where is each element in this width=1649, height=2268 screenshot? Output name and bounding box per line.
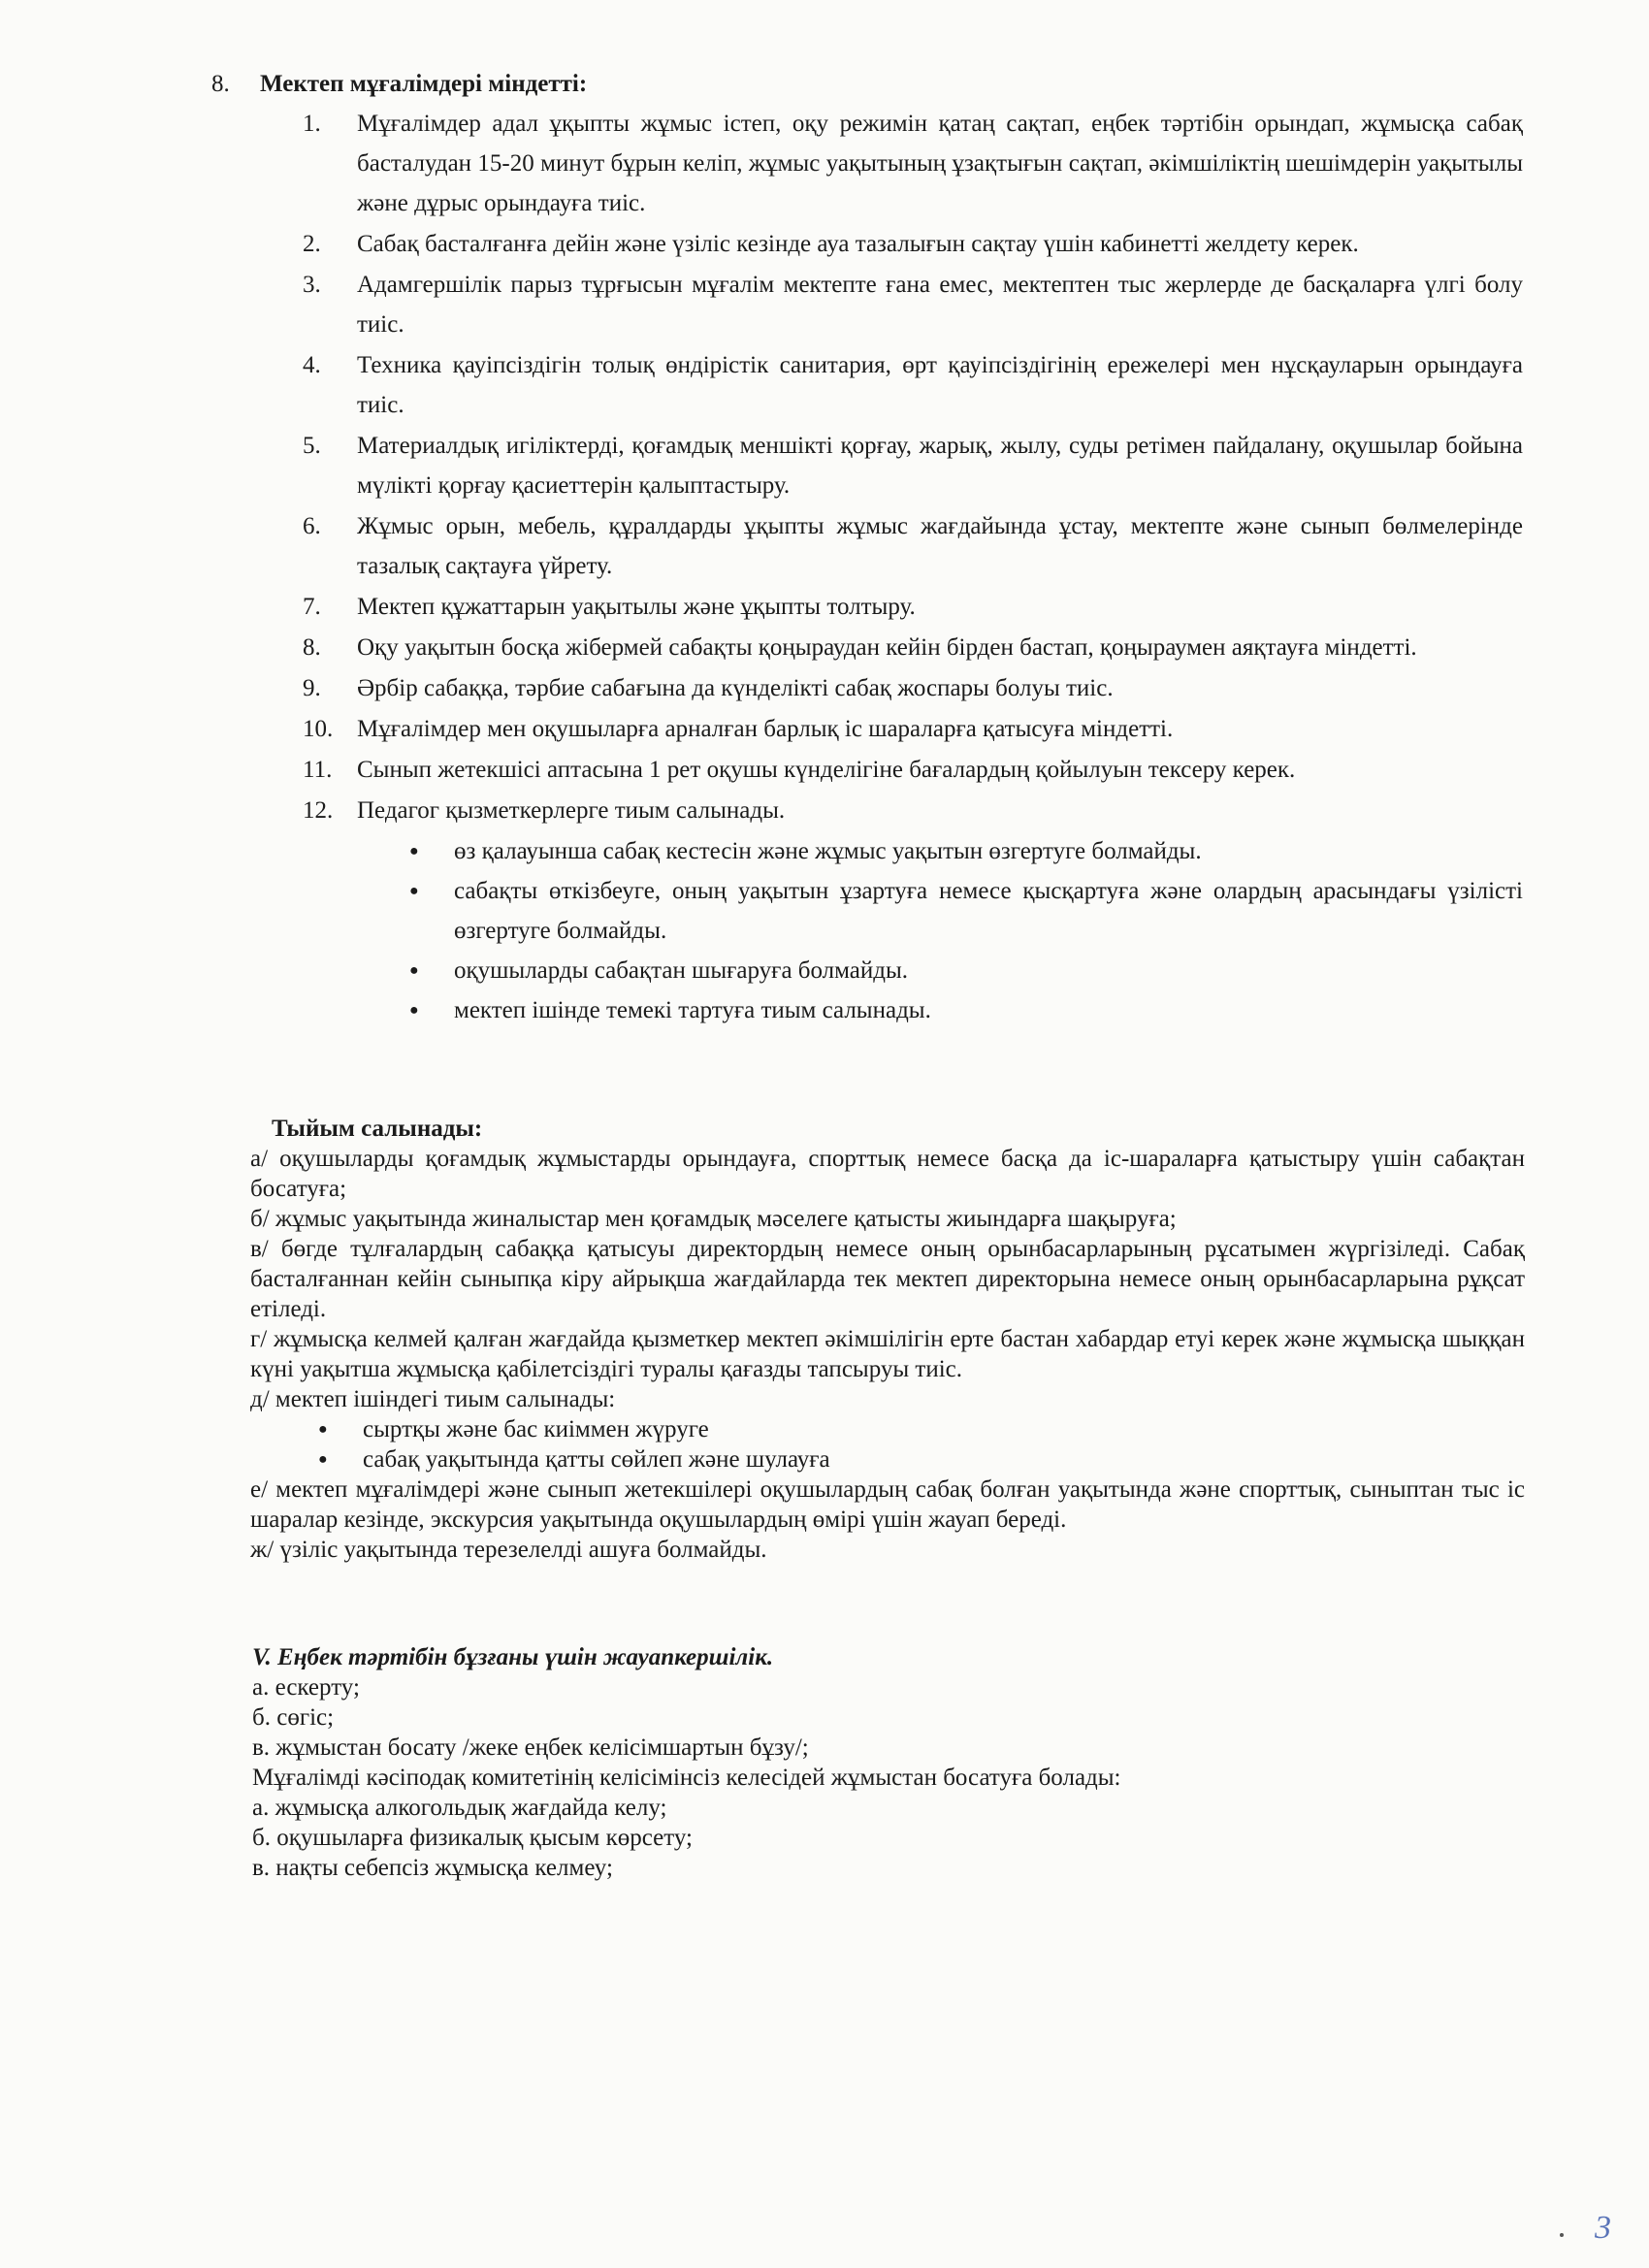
list-item [318, 1444, 1525, 1474]
bullet-text: сабақ уақытында қатты сөйлеп және шулауға [363, 1446, 830, 1473]
duty-text: Мектеп құжаттарын уақытылы және ұқыпты толтыру. [357, 594, 916, 620]
duty-item [303, 750, 1523, 790]
duty-text: Әрбір сабаққа, тәрбие сабағына да күнделікті сабақ жоспары болуы тиіс. [357, 675, 1114, 701]
bullet-text: өз қалауынша сабақ кестесін және жұмыс уақытын өзгертуге болмайды. [454, 838, 1202, 864]
duty-text: Сабақ басталғанға дейін және үзіліс кезінде ауа тазалығын сақтау үшін кабинетті желдету керек. [357, 231, 1359, 257]
section-8-title: Мектеп мұғалімдері міндетті: [260, 71, 588, 97]
duty-text: Сынып жетекшісі аптасына 1 рет оқушы күнделігіне бағалардың қойылуын тексеру керек. [357, 757, 1296, 783]
bullet-icon: ● [409, 883, 419, 899]
section-8-number: 8. [211, 71, 230, 97]
duty-item [303, 224, 1523, 264]
bullet-icon: ● [409, 843, 419, 859]
bullet-text: сыртқы және бас киіммен жүруге [363, 1416, 709, 1442]
duty-number: 3. [303, 272, 321, 298]
bullet-text: оқушыларды сабақтан шығаруға болмайды. [454, 957, 909, 984]
duty-number: 7. [303, 594, 321, 620]
duty-number: 8. [303, 634, 321, 661]
duty-text: Мұғалімдер адал ұқыпты жұмыс істеп, оқу режимін қатаң сақтап, еңбек тәртібін орындап, жұмысқа сабақ басталудан 15-20 минут бұрын келіп, жұмыс уақытының ұзақтығын сақтап, әкімшіліктің шешімдерін уақытылы және дұрыс орындауға тиіс. [357, 111, 1523, 216]
penalty-item: в. жұмыстан босату /жеке еңбек келісімшартын бұзу/; [252, 1734, 809, 1761]
section-5 [252, 1642, 1513, 1883]
duty-item [303, 506, 1523, 586]
duty-text: Мұғалімдер мен оқушыларға арналған барлық іс шараларға қатысуға міндетті. [357, 716, 1174, 742]
prohibited-item-a: а/ оқушыларды қоғамдық жұмыстарды орындауға, спорттық немесе басқа да іс-шараларға қатыстыру үшін сабақтан босатуға; [250, 1146, 1525, 1202]
duty-item [303, 709, 1523, 749]
prohibited-item-e: е/ мектеп мұғалімдері және сынып жетекшілері оқушылардың сабақ болған уақытында және спорттық, сыныптан тыс іс шаралар кезінде, экскурсия уақытында оқушылардың өмірі үшін жауап береді. [250, 1476, 1525, 1533]
prohibited-item-zh: ж/ үзіліс уақытында терезелелді ашуға болмайды. [250, 1537, 767, 1563]
duty-number: 6. [303, 513, 321, 539]
duty-number: 11. [303, 757, 333, 783]
bullet-icon: ● [318, 1451, 328, 1468]
teacher-restrictions-list [303, 831, 1523, 1030]
list-item [409, 831, 1523, 871]
page-number: 3 [1595, 2210, 1611, 2246]
duty-item [303, 104, 1523, 223]
duty-text: Техника қауіпсіздігін толық өндірістік санитария, өрт қауіпсіздігінің ережелері мен нұсқауларын орындауға тиіс. [357, 352, 1523, 418]
penalty-item: а. ескерту; [252, 1674, 360, 1701]
prohibited-section [250, 1114, 1525, 1565]
prohibited-item-v: в/ бөгде тұлғалардың сабаққа қатысуы директордың немесе оның орынбасарларының рұсатымен жүргізіледі. Сабақ басталғаннан кейін сыныпқа кіру айрықша жағдайларда тек мектеп директорына немесе оның орынбасарларына рұқсат етіледі. [250, 1236, 1525, 1322]
duty-text: Адамгершілік парыз тұрғысын мұғалім мектепте ғана емес, мектептен тыс жерлерде де басқаларға үлгі болу тиіс. [357, 272, 1523, 338]
list-item [318, 1414, 1525, 1444]
dismissal-reason: а. жұмысқа алкогольдық жағдайда келу; [252, 1795, 667, 1821]
prohibited-item-g: г/ жұмысқа келмей қалған жағдайда қызметкер мектеп әкімшілігін ерте бастан хабардар етуі керек және жұмысқа шыққан күні уақытша жұмысқа қабілетсіздігі туралы қағазды тапсыруы тиіс. [250, 1326, 1525, 1382]
bullet-text: мектеп ішінде темекі тартуға тиым салынады. [454, 997, 931, 1023]
prohibited-item-b: б/ жұмыс уақытында жиналыстар мен қоғамдық мәселеге қатысты жиындарға шақыруға; [250, 1206, 1177, 1232]
duty-number: 10. [303, 716, 334, 742]
duty-number: 4. [303, 352, 321, 378]
scan-speck [1560, 2233, 1564, 2237]
duty-item [303, 791, 1523, 830]
duty-number: 5. [303, 433, 321, 459]
list-item [409, 951, 1523, 990]
section-5-title: V. Еңбек тәртібін бұзғаны үшін жауапкершілік. [252, 1644, 774, 1670]
duty-item [303, 265, 1523, 344]
prohibited-title: Тыйым салынады: [272, 1116, 483, 1142]
duty-number: 9. [303, 675, 321, 701]
duty-item [303, 426, 1523, 505]
section-8-heading [211, 64, 1472, 104]
duty-number: 2. [303, 231, 321, 257]
dismissal-intro: Мұғалімді кәсіподақ комитетінің келісімінсіз келесідей жұмыстан босатуға болады: [252, 1765, 1121, 1791]
penalty-item: б. сөгіс; [252, 1704, 335, 1731]
bullet-icon: ● [318, 1421, 328, 1438]
duty-item [303, 345, 1523, 425]
duty-item [303, 587, 1523, 627]
bullet-text: сабақты өткізбеуге, оның уақытын ұзартуға немесе қысқартуға және олардың арасындағы үзілісті өзгертуге болмайды. [454, 878, 1523, 944]
duty-number: 12. [303, 797, 334, 824]
duty-number: 1. [303, 111, 321, 137]
duty-text: Материалдық игіліктерді, қоғамдық меншікті қорғау, жарық, жылу, суды ретімен пайдалану, оқушылар бойына мүлікті қорғау қасиеттерін қалыптастыру. [357, 433, 1523, 499]
bullet-icon: ● [409, 962, 419, 979]
list-item [409, 990, 1523, 1030]
duty-text: Педагог қызметкерлерге тиым салынады. [357, 797, 786, 824]
bullet-icon: ● [409, 1002, 419, 1019]
dismissal-reason: в. нақты себепсіз жұмысқа келмеу; [252, 1855, 613, 1881]
duty-text: Жұмыс орын, мебель, құралдарды ұқыпты жұмыс жағдайында ұстау, мектепте және сынып бөлмелерінде тазалық сақтауға үйрету. [357, 513, 1523, 579]
prohibited-item-d: д/ мектеп ішіндегі тиым салынады: [250, 1386, 616, 1412]
list-item [409, 871, 1523, 951]
duty-item [303, 628, 1523, 667]
school-prohibitions-list [250, 1414, 1525, 1474]
duty-text: Оқу уақытын босқа жібермей сабақты қоңыраудан кейін бірден бастап, қоңыраумен аяқтауға міндетті. [357, 634, 1417, 661]
duty-item [303, 668, 1523, 708]
dismissal-reason: б. оқушыларға физикалық қысым көрсету; [252, 1825, 693, 1851]
duties-list [303, 104, 1523, 1030]
